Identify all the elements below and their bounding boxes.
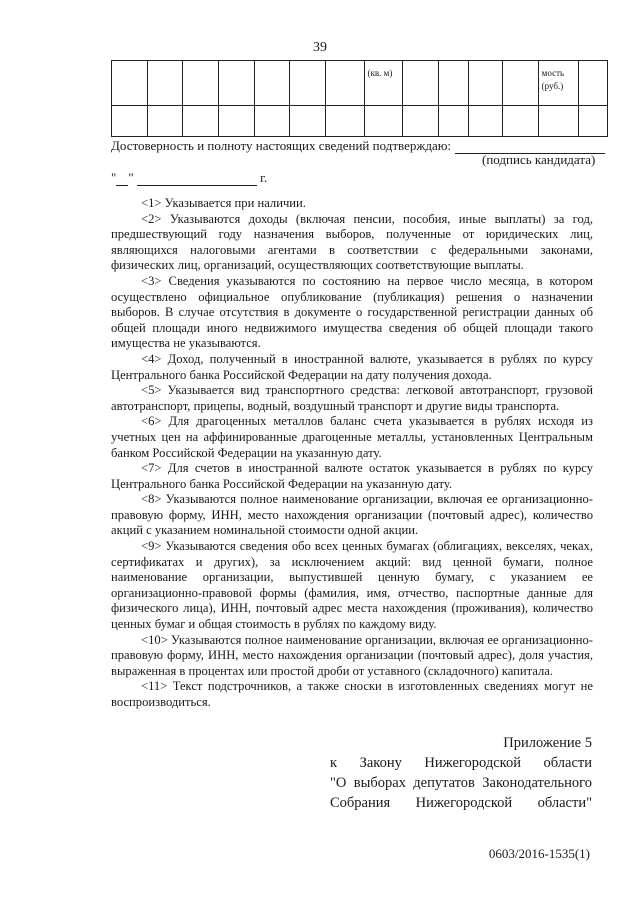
table-cell: [254, 106, 290, 137]
table-cell: [183, 106, 219, 137]
table-cell: [503, 61, 539, 106]
table-cell: [403, 61, 439, 106]
table-cell: [438, 61, 469, 106]
appendix-law-title-2: Собрания Нижегородской области": [330, 795, 592, 811]
date-suffix: г.: [260, 170, 268, 185]
table-cell: [503, 106, 539, 137]
footnote-10: <10> Указываются полное наименование организации, включая ее организационно-правовую форму, ИНН, место нахождения организации (почтовый адрес), доля участия, выраженная в процентах или простой дроби от уставного (складочного) капитала.: [111, 632, 593, 678]
table-cell: [538, 106, 579, 137]
footnote-11: <11> Текст подстрочников, а также сноски в изготовленных сведениях могут не воспроизводиться.: [111, 679, 593, 709]
table-cell: [403, 106, 439, 137]
table-cell: [147, 61, 183, 106]
property-table-fragment: [111, 60, 608, 137]
table-cell: [290, 61, 326, 106]
date-line: [111, 170, 267, 186]
table-cell: [218, 61, 254, 106]
table-cell: [364, 106, 403, 137]
footnotes: [111, 196, 593, 711]
table-cell-cost-unit: мость (руб.): [538, 61, 579, 106]
month-year-blank: [137, 174, 257, 186]
table-cell: [325, 106, 364, 137]
appendix-law-ref: к Закону Нижегородской области: [330, 755, 592, 771]
table-cell: [112, 61, 148, 106]
date-quote-open: ": [111, 170, 117, 185]
appendix-number: Приложение 5: [503, 735, 592, 751]
footnote-9: <9> Указываются сведения обо всех ценных бумагах (облигациях, векселях, чеках, сертификатах и других), за исключением акций: вид ценной бумаги, полное наименование организации, выпустившей ценную бумагу, с указанием ее организационно-правовой формы (фамилия, имя, отчество, паспортные данные для физического лица), ИНН, почтовый адрес места нахождения (проживания), количество ценных бумаг и общая стоимость в рублях по каждому виду.: [111, 539, 593, 632]
footnote-3: <3> Сведения указываются по состоянию на первое число месяца, в котором осуществлено официальное опубликование (публикация) решения о назначении выборов. В случае отсутствия в документе о государственной регистрации данных об общей площади иного недвижимого имущества сведения об общей площади такого имущества не указываются.: [111, 273, 593, 351]
footnote-5: <5> Указывается вид транспортного средства: легковой автотранспорт, грузовой автотранспорт, прицепы, водный, воздушный транспорт и другие виды транспорта.: [111, 383, 593, 413]
appendix-header: [330, 733, 592, 813]
table-cell: [147, 106, 183, 137]
footnote-6: <6> Для драгоценных металлов баланс счета указывается в рублях исходя из учетных цен на аффинированные драгоценные металлы, установленных Центральным банком Российской Федерации на указанную дату.: [111, 414, 593, 460]
footnote-1: <1> Указывается при наличии.: [141, 196, 306, 210]
footnote-2: <2> Указываются доходы (включая пенсии, пособия, иные выплаты) за год, предшествующий году назначения выборов, полученные от юридических лиц, являющихся налоговыми агентами в соответствии с федеральными законами, физических лиц, организаций, осуществляющих соответствующие выплаты.: [111, 211, 593, 273]
certification-text: Достоверность и полноту настоящих сведений подтверждаю:: [111, 138, 452, 153]
table-cell-area-unit: (кв. м): [364, 61, 403, 106]
page-number: 39: [313, 40, 327, 55]
table-cell: [579, 106, 608, 137]
footnote-7: <7> Для счетов в иностранной валюте остаток указывается в рублях по курсу Центрального банка Российской Федерации на указанную дату.: [111, 461, 593, 491]
footnote-4: <4> Доход, полученный в иностранной валюте, указывается в рублях по курсу Центрального банка Российской Федерации на дату получения дохода.: [111, 351, 593, 382]
footnote-8: <8> Указываются полное наименование организации, включая ее организационно-правовую форму, ИНН, место нахождения организации (почтовый адрес), количество акций с указанием номинальной стоимости одной акции.: [111, 492, 593, 538]
table-cell: [183, 61, 219, 106]
table-cell: [112, 106, 148, 137]
table-cell: [325, 61, 364, 106]
table-cell: [469, 106, 503, 137]
table-cell: [579, 61, 608, 106]
table-cell: [254, 61, 290, 106]
table-row: [112, 61, 608, 106]
day-blank: [116, 174, 128, 186]
document-code: 0603/2016-1535(1): [488, 846, 590, 861]
table-cell: [469, 61, 503, 106]
signature-label: (подпись кандидата): [482, 152, 596, 167]
table-cell: [218, 106, 254, 137]
table-cell: [438, 106, 469, 137]
table-cell: [290, 106, 326, 137]
table-row: [112, 106, 608, 137]
appendix-law-title-1: "О выборах депутатов Законодательного: [330, 775, 592, 791]
date-quote-close: ": [128, 170, 134, 185]
